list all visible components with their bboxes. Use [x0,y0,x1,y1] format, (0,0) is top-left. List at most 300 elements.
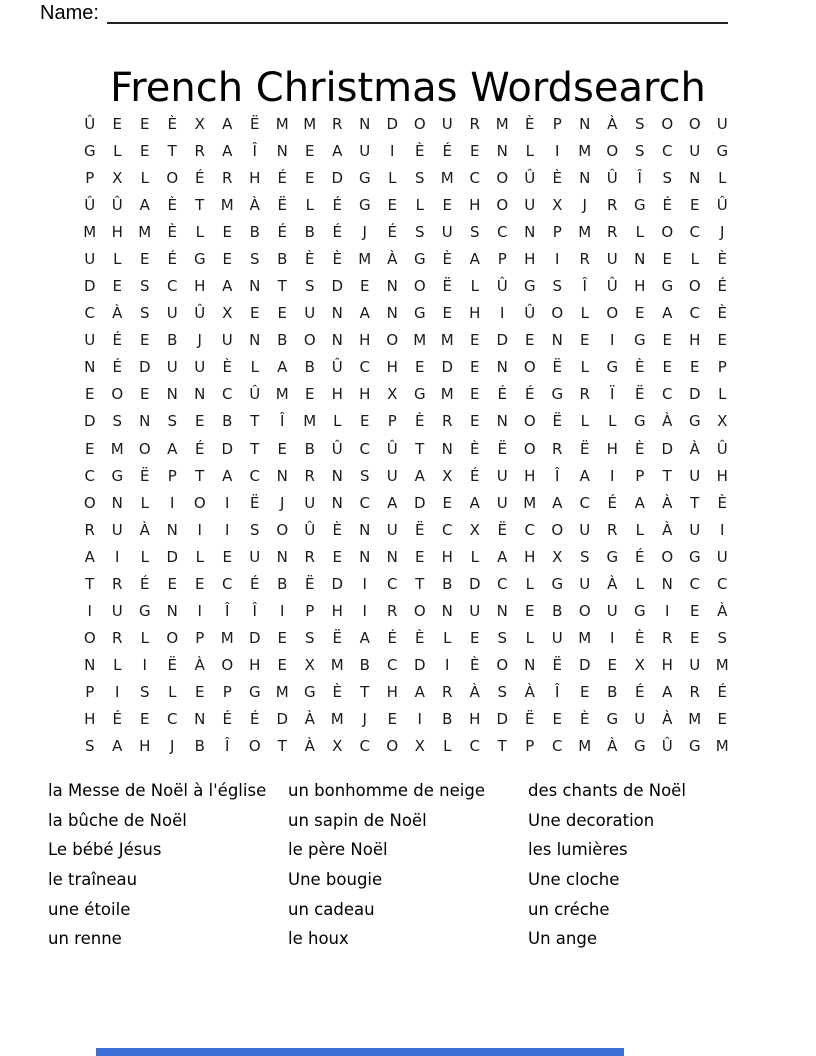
grid-letter-r4c7: À [249,195,260,214]
grid-letter-r20c9: S [304,629,315,648]
grid-letter-r7c10: D [331,277,344,296]
grid-letter-r16c9: Û [304,520,316,539]
grid-letter-r21c17: N [524,656,536,675]
word-list-item: un cadeau [288,899,375,919]
grid-letter-r3c21: Î [637,168,642,187]
grid-letter-r20c2: R [112,629,123,648]
word-list-item: un sapin de Noël [288,810,427,830]
grid-letter-r6c20: U [606,249,618,268]
grid-letter-r22c15: À [469,683,480,702]
grid-letter-r17c2: I [115,547,120,566]
grid-letter-r19c24: À [717,602,728,621]
grid-letter-r6c6: E [222,249,232,268]
grid-letter-r18c12: C [387,574,398,593]
grid-letter-r20c3: L [140,629,149,648]
grid-letter-r4c13: L [415,195,424,214]
grid-letter-r21c7: H [249,656,261,675]
grid-letter-r2c24: G [716,141,729,160]
grid-letter-r7c19: Î [582,277,587,296]
grid-letter-r23c9: À [304,710,315,729]
grid-letter-r21c3: I [142,656,147,675]
grid-letter-r1c6: A [222,114,233,133]
grid-letter-r7c13: O [413,277,426,296]
grid-letter-r9c8: B [277,331,288,350]
grid-letter-r11c9: E [305,385,315,404]
grid-letter-r5c8: É [277,222,287,241]
grid-letter-r5c20: R [607,222,618,241]
grid-letter-r17c5: L [195,547,204,566]
grid-letter-r12c10: L [333,412,342,431]
grid-letter-r9c11: H [359,331,371,350]
grid-letter-r19c10: H [331,602,343,621]
grid-letter-r5c21: L [635,222,644,241]
grid-letter-r7c8: T [277,277,287,296]
grid-letter-r24c21: G [633,737,646,756]
grid-letter-r23c14: B [442,710,453,729]
grid-letter-r15c21: A [634,493,645,512]
grid-letter-r4c19: J [582,195,587,214]
grid-letter-r1c1: Û [84,114,96,133]
grid-letter-r3c4: O [166,168,179,187]
grid-letter-r19c23: E [690,602,700,621]
grid-letter-r8c19: L [580,304,589,323]
grid-letter-r24c5: B [194,737,205,756]
grid-letter-r3c13: S [414,168,425,187]
grid-letter-r10c7: L [250,358,259,377]
grid-letter-r24c22: Û [661,737,673,756]
grid-letter-r6c8: B [277,249,288,268]
grid-letter-r13c22: D [661,439,674,458]
grid-letter-r14c20: I [610,466,615,485]
grid-letter-r6c5: G [193,249,206,268]
grid-letter-r16c10: È [332,520,342,539]
grid-letter-r3c9: E [305,168,315,187]
grid-letter-r9c14: M [440,331,454,350]
grid-letter-r24c10: X [332,737,343,756]
grid-letter-r22c11: T [360,683,370,702]
grid-letter-r17c9: R [304,547,315,566]
grid-letter-r20c17: L [525,629,534,648]
grid-letter-r10c11: C [359,358,370,377]
grid-letter-r22c14: R [442,683,453,702]
grid-letter-r9c5: J [197,331,202,350]
bottom-accent-bar [96,1048,624,1056]
grid-letter-r1c11: N [359,114,371,133]
word-list-item: la Messe de Noël à l'église [48,781,267,800]
grid-letter-r5c12: É [387,222,397,241]
grid-letter-r14c4: P [167,466,177,485]
grid-letter-r14c15: É [470,466,480,485]
grid-letter-r12c14: R [442,412,453,431]
grid-letter-r13c5: É [195,439,205,458]
grid-letter-r7c20: Û [606,277,618,296]
grid-letter-r17c20: G [606,547,619,566]
word-list-column [48,776,288,954]
grid-letter-r1c23: O [688,114,701,133]
grid-letter-r20c14: L [443,629,452,648]
grid-letter-r18c9: Ë [305,574,315,593]
grid-letter-r16c5: I [197,520,202,539]
grid-letter-r17c1: A [84,547,95,566]
grid-letter-r9c16: D [496,331,509,350]
grid-letter-r5c15: S [469,222,480,241]
grid-letter-r20c21: È [635,629,645,648]
grid-letter-r3c18: È [552,168,562,187]
grid-letter-r15c20: É [607,493,617,512]
grid-letter-r14c18: Î [555,466,560,485]
grid-letter-r23c7: É [250,710,260,729]
grid-letter-r21c6: O [221,656,234,675]
grid-letter-r6c2: L [113,249,122,268]
grid-letter-r11c17: É [525,385,535,404]
grid-letter-r6c22: E [662,249,672,268]
grid-letter-r8c15: H [469,304,481,323]
grid-letter-r13c16: Ë [497,439,507,458]
grid-letter-r18c16: C [497,574,508,593]
grid-letter-r24c1: S [84,737,95,756]
grid-letter-r7c7: N [249,277,261,296]
grid-letter-r13c24: Û [716,439,728,458]
grid-letter-r22c12: H [386,683,398,702]
grid-letter-r16c17: C [524,520,535,539]
grid-letter-r15c3: L [140,493,149,512]
grid-letter-r16c8: O [276,520,289,539]
grid-letter-r17c15: L [470,547,479,566]
grid-letter-r13c3: O [138,439,151,458]
grid-letter-r15c6: I [225,493,230,512]
grid-letter-r6c1: U [84,249,96,268]
grid-letter-r9c17: E [525,331,535,350]
word-list-item: la bûche de Noël [48,810,187,830]
grid-letter-r13c21: È [635,439,645,458]
word-list-item: Un ange [528,929,597,949]
grid-letter-r7c3: S [139,277,150,296]
grid-letter-r3c24: L [718,168,727,187]
grid-letter-r3c16: O [496,168,509,187]
grid-letter-r20c22: R [662,629,673,648]
grid-letter-r10c22: E [662,358,672,377]
grid-letter-r21c11: B [359,656,370,675]
grid-letter-r7c5: H [194,277,206,296]
grid-letter-r7c9: S [304,277,315,296]
grid-letter-r7c6: A [222,277,233,296]
grid-letter-r4c21: G [633,195,646,214]
grid-letter-r8c17: Û [524,304,536,323]
grid-letter-r20c4: O [166,629,179,648]
grid-letter-r9c22: E [662,331,672,350]
grid-letter-r16c24: I [720,520,725,539]
grid-letter-r23c18: E [552,710,562,729]
grid-letter-r3c8: É [277,168,287,187]
grid-letter-r6c16: P [497,249,507,268]
grid-letter-r9c6: U [221,331,233,350]
grid-letter-r8c16: I [500,304,505,323]
grid-letter-r11c16: É [497,385,507,404]
grid-letter-r4c12: E [387,195,397,214]
grid-letter-r24c2: A [112,737,123,756]
grid-letter-r7c16: Û [496,277,508,296]
grid-letter-r9c19: E [580,331,590,350]
grid-letter-r20c8: E [277,629,287,648]
grid-letter-r10c23: E [690,358,700,377]
grid-letter-r13c10: Û [331,439,343,458]
grid-letter-r18c10: D [331,574,344,593]
grid-letter-r4c5: T [195,195,205,214]
grid-letter-r15c17: M [523,493,537,512]
grid-letter-r8c24: È [717,304,727,323]
grid-letter-r15c23: T [690,493,700,512]
grid-letter-r22c8: M [275,683,289,702]
grid-letter-r16c23: U [689,520,701,539]
grid-letter-r5c14: U [441,222,453,241]
grid-letter-r2c11: U [359,141,371,160]
grid-letter-r8c1: C [84,304,95,323]
grid-letter-r11c11: H [359,385,371,404]
grid-letter-r15c12: A [387,493,398,512]
grid-letter-r19c12: R [387,602,398,621]
grid-letter-r2c17: L [525,141,534,160]
grid-letter-r13c4: A [167,439,178,458]
grid-letter-r7c17: G [523,277,536,296]
grid-letter-r19c21: G [633,602,646,621]
grid-letter-r1c5: X [194,114,205,133]
grid-letter-r11c15: E [470,385,480,404]
grid-letter-r13c12: Û [386,439,398,458]
grid-letter-r23c12: E [387,710,397,729]
grid-letter-r16c16: Ë [497,520,507,539]
grid-letter-r8c13: G [413,304,426,323]
grid-letter-r14c23: U [689,466,701,485]
grid-letter-r12c24: X [717,412,728,431]
grid-letter-r17c11: N [359,547,371,566]
grid-letter-r13c7: T [250,439,260,458]
grid-letter-r9c1: U [84,331,96,350]
grid-letter-r19c14: N [441,602,453,621]
grid-letter-r13c6: D [221,439,234,458]
grid-letter-r6c21: N [634,249,646,268]
grid-letter-r14c2: G [111,466,124,485]
grid-letter-r5c9: B [304,222,315,241]
grid-letter-r10c1: N [84,358,96,377]
grid-letter-r13c11: C [359,439,370,458]
grid-letter-r22c2: I [115,683,120,702]
grid-letter-r22c9: G [303,683,316,702]
grid-letter-r15c13: D [413,493,426,512]
grid-letter-r3c1: P [85,168,95,187]
grid-letter-r7c21: H [634,277,646,296]
grid-letter-r6c3: E [140,249,150,268]
grid-letter-r18c1: T [85,574,95,593]
grid-letter-r23c1: H [84,710,96,729]
grid-letter-r7c18: S [552,277,563,296]
grid-letter-r6c14: È [442,249,452,268]
grid-letter-r24c15: C [469,737,480,756]
grid-letter-r17c16: A [497,547,508,566]
grid-letter-r7c14: Ë [442,277,452,296]
grid-letter-r21c24: M [715,656,729,675]
grid-letter-r15c7: Ë [250,493,260,512]
grid-letter-r2c4: T [167,141,177,160]
grid-letter-r4c4: È [167,195,177,214]
grid-letter-r12c8: Î [280,412,285,431]
grid-letter-r20c19: M [578,629,592,648]
grid-letter-r10c20: G [606,358,619,377]
grid-letter-r24c6: Î [225,737,230,756]
grid-letter-r3c7: H [249,168,261,187]
grid-letter-r11c14: M [440,385,454,404]
grid-letter-r17c22: O [661,547,674,566]
grid-letter-r16c12: U [386,520,398,539]
grid-letter-r24c19: M [578,737,592,756]
grid-letter-r11c1: E [85,385,95,404]
grid-letter-r23c8: D [276,710,289,729]
grid-letter-r2c6: A [222,141,233,160]
grid-letter-r4c6: M [220,195,234,214]
grid-letter-r19c2: U [111,602,123,621]
grid-letter-r14c9: R [304,466,315,485]
grid-letter-r22c5: E [195,683,205,702]
grid-letter-r2c10: A [332,141,343,160]
word-list [48,776,768,954]
grid-letter-r9c23: H [689,331,701,350]
grid-letter-r23c3: E [140,710,150,729]
grid-letter-r22c1: P [85,683,95,702]
grid-letter-r2c5: R [194,141,205,160]
grid-letter-r6c24: È [717,249,727,268]
grid-letter-r11c12: X [387,385,398,404]
grid-letter-r15c2: N [111,493,123,512]
grid-letter-r11c10: H [331,385,343,404]
grid-letter-r4c22: É [662,195,672,214]
word-list-item: une étoile [48,899,131,919]
grid-letter-r11c22: C [662,385,673,404]
grid-letter-r1c12: D [386,114,399,133]
grid-letter-r24c18: C [552,737,563,756]
grid-letter-r8c2: À [112,304,123,323]
grid-letter-r12c1: D [83,412,96,431]
grid-letter-r20c10: Ë [332,629,342,648]
grid-letter-r11c19: R [579,385,590,404]
grid-letter-r19c6: Î [225,602,230,621]
grid-letter-r15c8: J [280,493,285,512]
grid-letter-r14c5: T [195,466,205,485]
word-list-column [288,776,528,954]
grid-letter-r17c6: E [222,547,232,566]
grid-letter-r1c2: E [112,114,122,133]
grid-letter-r9c9: O [303,331,316,350]
grid-letter-r18c3: É [140,574,150,593]
grid-letter-r1c18: P [552,114,562,133]
grid-letter-r1c7: Ë [250,114,260,133]
grid-letter-r3c5: É [195,168,205,187]
grid-letter-r1c24: U [716,114,728,133]
grid-letter-r12c3: N [139,412,151,431]
grid-letter-r5c1: M [83,222,97,241]
grid-letter-r16c2: U [111,520,123,539]
grid-letter-r7c2: E [112,277,122,296]
grid-letter-r24c3: H [139,737,151,756]
grid-letter-r16c22: À [662,520,673,539]
grid-letter-r14c21: P [635,466,645,485]
grid-letter-r18c13: T [415,574,425,593]
grid-letter-r11c2: O [111,385,124,404]
grid-letter-r4c16: O [496,195,509,214]
grid-letter-r20c11: A [359,629,370,648]
grid-letter-r8c11: A [359,304,370,323]
grid-letter-r14c11: S [359,466,370,485]
grid-letter-r9c12: O [386,331,399,350]
grid-letter-r18c20: À [607,574,618,593]
grid-letter-r18c18: G [551,574,564,593]
grid-letter-r15c11: C [359,493,370,512]
word-list-item: Une bougie [288,870,383,890]
grid-letter-r21c1: N [84,656,96,675]
grid-letter-r8c20: O [606,304,619,323]
grid-letter-r15c4: I [170,493,175,512]
grid-letter-r15c24: È [717,493,727,512]
grid-letter-r10c13: E [415,358,425,377]
grid-letter-r23c13: I [417,710,422,729]
grid-letter-r2c21: S [634,141,645,160]
grid-letter-r17c24: U [716,547,728,566]
grid-letter-r7c12: N [386,277,398,296]
grid-letter-r24c12: O [386,737,399,756]
grid-letter-r8c21: E [635,304,645,323]
grid-letter-r15c1: O [83,493,96,512]
word-list-item: Une cloche [528,870,620,890]
grid-letter-r18c6: C [222,574,233,593]
grid-letter-r10c9: B [304,358,315,377]
grid-letter-r22c19: E [580,683,590,702]
grid-letter-r20c16: S [497,629,508,648]
grid-letter-r15c19: C [579,493,590,512]
grid-letter-r3c12: L [388,168,397,187]
grid-letter-r4c17: U [524,195,536,214]
grid-letter-r4c2: Û [111,195,123,214]
grid-letter-r11c5: N [194,385,206,404]
grid-letter-r5c4: È [167,222,177,241]
grid-letter-r10c12: H [386,358,398,377]
grid-letter-r23c5: N [194,710,206,729]
grid-letter-r12c11: E [360,412,370,431]
grid-letter-r14c13: A [414,466,425,485]
grid-letter-r21c15: È [470,656,480,675]
grid-letter-r23c20: G [606,710,619,729]
grid-letter-r12c20: L [608,412,617,431]
grid-letter-r24c11: C [359,737,370,756]
grid-letter-r3c22: S [662,168,673,187]
grid-letter-r14c6: A [222,466,233,485]
grid-letter-r2c15: E [470,141,480,160]
grid-letter-r6c10: È [332,249,342,268]
grid-letter-r2c7: Î [252,141,257,160]
grid-letter-r6c7: S [249,249,260,268]
grid-letter-r13c9: B [304,439,315,458]
grid-letter-r20c24: S [717,629,728,648]
grid-letter-r22c18: Î [555,683,560,702]
grid-letter-r16c13: Ë [415,520,425,539]
grid-letter-r16c14: C [442,520,453,539]
grid-letter-r22c24: É [717,683,727,702]
grid-letter-r15c9: U [304,493,316,512]
grid-letter-r21c2: L [113,656,122,675]
grid-letter-r17c21: É [635,547,645,566]
grid-letter-r21c20: E [607,656,617,675]
grid-letter-r2c2: L [113,141,122,160]
grid-letter-r16c6: I [225,520,230,539]
grid-letter-r14c1: C [84,466,95,485]
grid-letter-r23c19: È [580,710,590,729]
